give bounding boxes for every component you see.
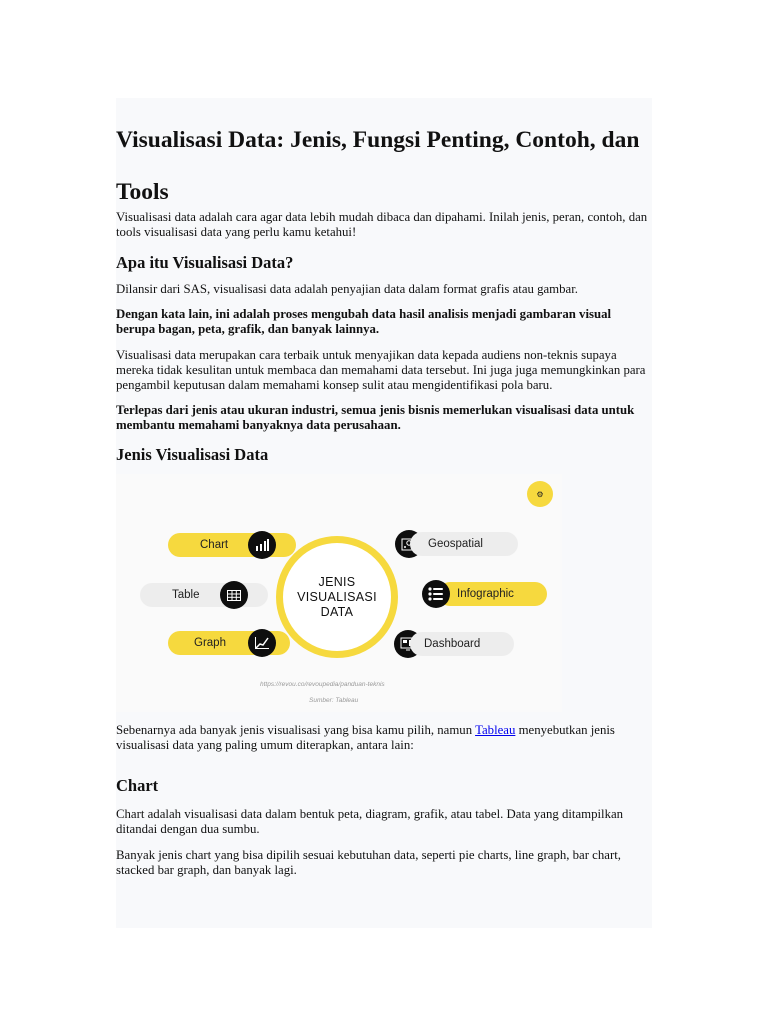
list-icon (422, 580, 450, 608)
paragraph-audience: Visualisasi data merupakan cara terbaik untuk menyajikan data kepada audiens non-teknis supaya mereka tidak kesulitan untuk membaca dan memahami data tersebut. Ini juga juga memungkinkan para pengambil keputusan dalam memahami konsep sulit atau mengidentifikasi pola baru. (116, 348, 646, 392)
infographic-item-geospatial (410, 532, 518, 556)
paragraph-bold-process: Dengan kata lain, ini adalah proses mengubah data hasil analisis menjadi gambaran visual berupa bagan, peta, grafik, dan banyak lainnya. (116, 307, 612, 336)
infographic-label-geospatial: Geospatial (428, 538, 483, 550)
infographic-center-circle (276, 536, 398, 658)
section-heading-what-is: Apa itu Visualisasi Data? (116, 253, 294, 272)
center-text-line3: DATA (320, 604, 354, 619)
infographic-item-table (140, 583, 268, 607)
infographic-url: https://revou.co/revoupedia/panduan-teknis (260, 681, 385, 688)
paragraph-definition: Dilansir dari SAS, visualisasi data adalah penyajian data dalam format grafis atau gambar. (116, 282, 578, 296)
infographic-source: Sumber: Tableau (309, 697, 359, 704)
infographic-label-table: Table (172, 589, 200, 601)
section-heading-chart: Chart (116, 776, 159, 795)
infographic-label-infographic: Infographic (457, 588, 514, 600)
infographic-label-graph: Graph (194, 637, 226, 649)
tableau-link[interactable]: Tableau (475, 723, 516, 737)
infographic-label-dashboard: Dashboard (424, 638, 481, 650)
infographic-item-infographic (438, 582, 547, 606)
paragraph-chart-definition: Chart adalah visualisasi data dalam bentuk peta, diagram, grafik, atau tabel. Data yang ditampilkan ditandai dengan dua sumbu. (116, 807, 624, 836)
paragraph-text-after-link: menyebutkan jenis visualisasi data yang paling umum diterapkan, antara lain: (116, 723, 615, 752)
bar-chart-icon (248, 531, 276, 559)
paragraph-chart-types: Banyak jenis chart yang bisa dipilih sesuai kebutuhan data, seperti pie charts, line graph, bar chart, stacked bar graph, dan banyak lagi. (116, 848, 621, 877)
paragraph-types-intro (116, 723, 652, 753)
table-icon (220, 581, 248, 609)
line-graph-icon (248, 629, 276, 657)
section-heading-types: Jenis Visualisasi Data (116, 445, 269, 464)
center-text-line2: VISUALISASI (297, 589, 377, 604)
infographic-item-chart (168, 533, 296, 557)
paragraph-bold-business: Terlepas dari jenis atau ukuran industri, semua jenis bisnis memerlukan visualisasi data untuk membantu memahami banyaknya data perusahaan. (116, 403, 635, 432)
infographic-label-chart: Chart (200, 539, 229, 551)
paragraph-text-before-link: Sebenarnya ada banyak jenis visualisasi yang bisa kamu pilih, namun (116, 723, 476, 737)
intro-paragraph: Visualisasi data adalah cara agar data lebih mudah dibaca dan dipahami. Inilah jenis, peran, contoh, dan tools visualisasi data yang perlu kamu ketahui! (116, 210, 648, 239)
types-infographic (116, 474, 562, 712)
infographic-item-dashboard (410, 632, 514, 656)
center-text-line1: JENIS (318, 574, 356, 589)
corner-logo-icon: ⚙ (527, 481, 553, 507)
article-title: Visualisasi Data: Jenis, Fungsi Penting, Contoh, dan Tools (116, 127, 640, 205)
